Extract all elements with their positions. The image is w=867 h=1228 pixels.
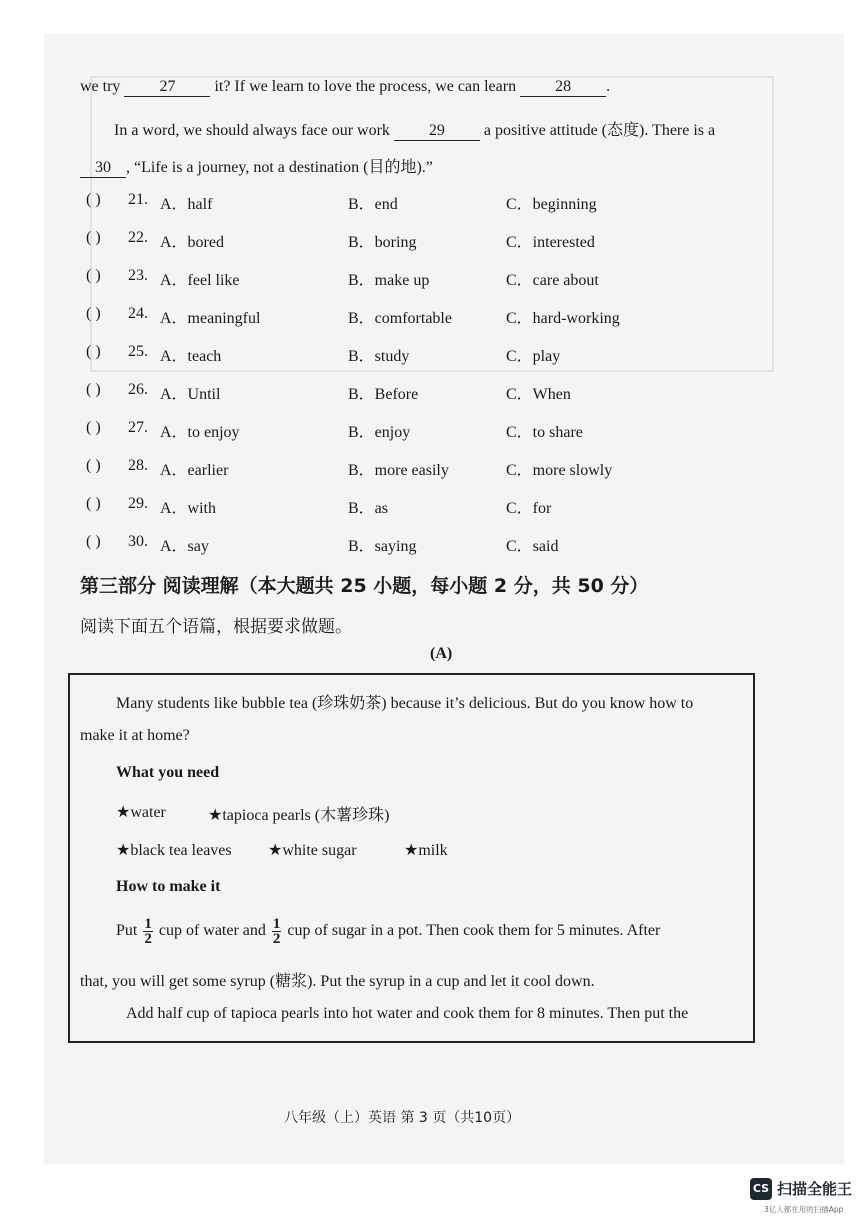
blank-30: 30 <box>80 159 126 178</box>
need-heading: What you need <box>116 764 220 781</box>
blank-28: 28 <box>520 78 606 97</box>
question-row <box>80 229 780 253</box>
answer-bracket[interactable]: ( ) <box>86 381 101 398</box>
watermark-tagline: 3亿人都在用的扫描App <box>764 1205 844 1214</box>
question-row <box>80 381 780 405</box>
question-number: 23. <box>128 267 148 284</box>
fraction-half: $\frac{1}{2}$ <box>272 915 281 947</box>
option-c: C．play <box>506 348 561 365</box>
camscanner-logo-icon: CS <box>750 1178 772 1200</box>
option-b: B．comfortable <box>348 310 452 327</box>
question-row <box>80 419 780 443</box>
passage-line-1 <box>80 78 610 97</box>
passage-text: we try <box>80 78 125 95</box>
page-footer: 八年级（上）英语 第 3 页（共10页） <box>284 1110 521 1126</box>
option-a: A．bored <box>160 234 224 251</box>
question-row <box>80 305 780 329</box>
question-row <box>80 267 780 291</box>
question-row <box>80 343 780 367</box>
section-title: 第三部分 阅读理解（本大题共 25 小题，每小题 2 分，共 50 分） <box>80 575 649 597</box>
option-b: B．make up <box>348 272 430 289</box>
option-c: C．hard-working <box>506 310 620 327</box>
option-a: A．earlier <box>160 462 229 479</box>
option-a: A．say <box>160 538 209 555</box>
answer-bracket[interactable]: ( ) <box>86 191 101 208</box>
question-row <box>80 191 780 215</box>
question-number: 27. <box>128 419 148 436</box>
answer-bracket[interactable]: ( ) <box>86 533 101 550</box>
how-heading: How to make it <box>116 878 221 895</box>
step-text: cup of sugar in a pot. Then cook them for 5 minutes. After <box>287 922 661 939</box>
step-text: cup of water and <box>158 922 266 939</box>
option-b: B．study <box>348 348 410 365</box>
question-number: 22. <box>128 229 148 246</box>
option-c: C．beginning <box>506 196 597 213</box>
step-2-line: Add half cup of tapioca pearls into hot water and cook them for 8 minutes. Then put the <box>126 1005 689 1022</box>
passage-label: (A) <box>430 645 453 662</box>
option-a: A．half <box>160 196 213 213</box>
question-number: 25. <box>128 343 148 360</box>
question-number: 21. <box>128 191 148 208</box>
option-c: C．care about <box>506 272 599 289</box>
passage-line-2 <box>114 117 715 141</box>
question-number: 24. <box>128 305 148 322</box>
question-number: 28. <box>128 457 148 474</box>
passage-text: , “Life is a journey, not a destination (目的地).” <box>126 159 433 176</box>
option-c: C．to share <box>506 424 583 441</box>
option-a: A．with <box>160 500 217 517</box>
ingredient-item: ★white sugar <box>268 842 357 859</box>
option-c: C．more slowly <box>506 462 613 479</box>
option-b: B．saying <box>348 538 417 555</box>
blank-27: 27 <box>124 78 210 97</box>
answer-bracket[interactable]: ( ) <box>86 305 101 322</box>
passage-text: In a word, we should always face our work <box>114 122 394 139</box>
option-b: B．more easily <box>348 462 449 479</box>
ingredient-item: ★tapioca pearls (木薯珍珠) <box>208 807 390 824</box>
reading-intro-2: make it at home? <box>80 727 190 744</box>
question-number: 29. <box>128 495 148 512</box>
option-b: B．end <box>348 196 398 213</box>
question-row <box>80 533 780 557</box>
question-number: 26. <box>128 381 148 398</box>
answer-bracket[interactable]: ( ) <box>86 229 101 246</box>
answer-bracket[interactable]: ( ) <box>86 495 101 512</box>
option-c: C．for <box>506 500 552 517</box>
answer-bracket[interactable]: ( ) <box>86 419 101 436</box>
passage-text: it? If we learn to love the process, we can learn <box>210 78 521 95</box>
ingredient-item: ★milk <box>404 842 448 859</box>
option-a: A．meaningful <box>160 310 261 327</box>
option-a: A．teach <box>160 348 222 365</box>
ingredient-item: ★water <box>116 804 166 821</box>
ingredient-item: ★black tea leaves <box>116 842 232 859</box>
passage-text: a positive attitude (态度). There is a <box>479 122 716 139</box>
answer-bracket[interactable]: ( ) <box>86 343 101 360</box>
question-row <box>80 495 780 519</box>
option-a: A．to enjoy <box>160 424 240 441</box>
answer-bracket[interactable]: ( ) <box>86 457 101 474</box>
option-b: B．Before <box>348 386 419 403</box>
question-row <box>80 457 780 481</box>
option-c: C．When <box>506 386 571 403</box>
watermark-brand: 扫描全能王 <box>777 1180 853 1198</box>
option-b: B．boring <box>348 234 417 251</box>
step-text: Put <box>116 922 138 939</box>
reading-intro-1: Many students like bubble tea (珍珠奶茶) because it’s delicious. But do you know how to <box>116 695 694 712</box>
question-number: 30. <box>128 533 148 550</box>
blank-29: 29 <box>394 122 480 141</box>
option-a: A．feel like <box>160 272 240 289</box>
step-1-line <box>116 908 660 954</box>
fraction-half: $\frac{1}{2}$ <box>144 915 152 947</box>
section-instruction: 阅读下面五个语篇，根据要求做题。 <box>80 617 352 637</box>
answer-bracket[interactable]: ( ) <box>86 267 101 284</box>
option-c: C．interested <box>506 234 595 251</box>
option-b: B．enjoy <box>348 424 411 441</box>
passage-text: . <box>606 78 611 95</box>
option-b: B．as <box>348 500 389 517</box>
step-1-continued: that, you will get some syrup (糖浆). Put the syrup in a cup and let it cool down. <box>80 973 595 990</box>
option-c: C．said <box>506 538 559 555</box>
passage-line-3 <box>80 154 433 178</box>
option-a: A．Until <box>160 386 221 403</box>
